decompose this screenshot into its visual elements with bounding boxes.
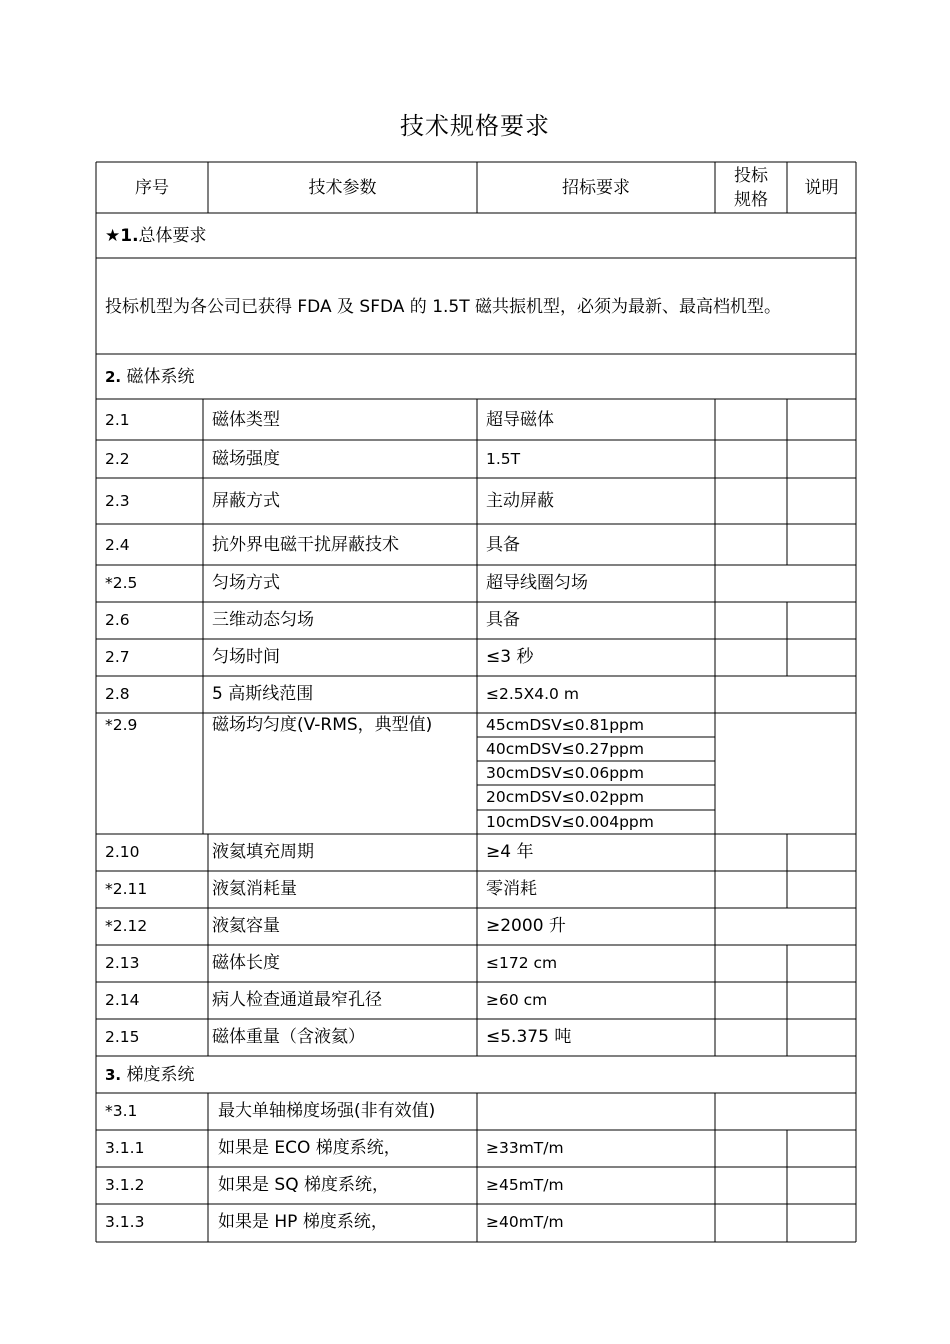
row-param: 磁场强度	[212, 449, 280, 469]
row-req: ≤172 cm	[486, 954, 558, 972]
row-req: 具备	[486, 535, 520, 555]
row-req: ≥45mT/m	[486, 1176, 564, 1194]
row-param: 5 高斯线范围	[212, 684, 314, 704]
uniformity-value: 40cmDSV≤0.27ppm	[486, 740, 644, 758]
row-param: 抗外界电磁干扰屏蔽技术	[212, 535, 399, 555]
row-number: 2.15	[105, 1028, 140, 1046]
section-1-text: 投标机型为各公司已获得 FDA 及 SFDA 的 1.5T 磁共振机型，必须为最新、最高档机型。	[105, 297, 782, 317]
row-req: 主动屏蔽	[486, 491, 554, 511]
row-req: ≥4 年	[486, 842, 534, 862]
section-1-number: 1.	[120, 226, 139, 246]
row-req: 零消耗	[486, 879, 537, 899]
section-1-label: 总体要求	[138, 226, 207, 246]
section-3-heading	[105, 1065, 195, 1085]
row-number: *2.12	[105, 917, 148, 935]
row-req: ≤3 秒	[486, 647, 534, 667]
uniformity-value: 45cmDSV≤0.81ppm	[486, 716, 644, 734]
row-req: 具备	[486, 610, 520, 630]
page-title: 技术规格要求	[400, 112, 550, 140]
header-seq: 序号	[135, 178, 169, 198]
section-3-number: 3.	[105, 1066, 122, 1084]
row-number: 2.2	[105, 450, 130, 468]
row-number: 2.8	[105, 685, 130, 703]
row-req: ≥33mT/m	[486, 1139, 564, 1157]
row-number: *2.9	[105, 716, 138, 734]
row-number: 3.1.1	[105, 1139, 145, 1157]
row-number: 2.6	[105, 611, 130, 629]
row-param: 液氦填充周期	[212, 842, 314, 862]
row-number: 3.1.3	[105, 1213, 145, 1231]
row-req: ≥40mT/m	[486, 1213, 564, 1231]
row-param: 匀场时间	[212, 647, 280, 667]
row-number: 2.3	[105, 492, 130, 510]
row-number: 2.1	[105, 411, 130, 429]
section-3-label: 梯度系统	[126, 1065, 195, 1085]
row-number: 2.4	[105, 536, 130, 554]
row-param: 液氦容量	[212, 916, 280, 936]
row-number: 2.7	[105, 648, 130, 666]
header-bid-line2: 规格	[734, 190, 768, 210]
header-bid-line1: 投标	[734, 166, 768, 186]
row-param: 如果是 SQ 梯度系统，	[218, 1175, 389, 1195]
row-param: 如果是 ECO 梯度系统，	[218, 1138, 401, 1158]
row-req: 超导线圈匀场	[486, 573, 588, 593]
row-param: 磁体类型	[212, 410, 280, 430]
row-req: ≥60 cm	[486, 991, 548, 1009]
header-param: 技术参数	[308, 178, 377, 198]
header-req: 招标要求	[562, 178, 630, 198]
row-param: 病人检查通道最窄孔径	[212, 990, 382, 1010]
uniformity-value: 10cmDSV≤0.004ppm	[486, 813, 654, 831]
row-param: 最大单轴梯度场强(非有效值)	[218, 1101, 436, 1121]
row-number: 2.13	[105, 954, 140, 972]
row-param: 屏蔽方式	[212, 491, 280, 511]
row-req: 超导磁体	[486, 410, 554, 430]
row-param: 磁体重量（含液氦）	[212, 1027, 365, 1047]
uniformity-value: 30cmDSV≤0.06ppm	[486, 764, 644, 782]
uniformity-value: 20cmDSV≤0.02ppm	[486, 788, 644, 806]
row-param: 三维动态匀场	[212, 610, 314, 630]
row-param: 液氦消耗量	[212, 879, 297, 899]
row-number: 2.10	[105, 843, 140, 861]
star-icon: ★	[105, 226, 121, 246]
row-number: *3.1	[105, 1102, 138, 1120]
row-req: ≥2000 升	[486, 916, 566, 936]
row-number: 2.14	[105, 991, 140, 1009]
section-1-heading	[105, 226, 207, 246]
row-number: *2.11	[105, 880, 148, 898]
row-number: *2.5	[105, 574, 138, 592]
row-param: 匀场方式	[212, 573, 280, 593]
section-2-number: 2.	[105, 368, 122, 386]
row-number: 3.1.2	[105, 1176, 145, 1194]
row-req: 1.5T	[486, 450, 521, 468]
row-req: ≤2.5X4.0 m	[486, 685, 579, 703]
row-req: ≤5.375 吨	[486, 1027, 572, 1047]
row-param: 磁场均匀度(V-RMS，典型值)	[212, 715, 433, 735]
header-note: 说明	[804, 178, 839, 198]
section-2-heading	[105, 367, 195, 387]
row-param: 如果是 HP 梯度系统，	[218, 1212, 388, 1232]
row-param: 磁体长度	[212, 953, 280, 973]
section-2-label: 磁体系统	[126, 367, 195, 387]
